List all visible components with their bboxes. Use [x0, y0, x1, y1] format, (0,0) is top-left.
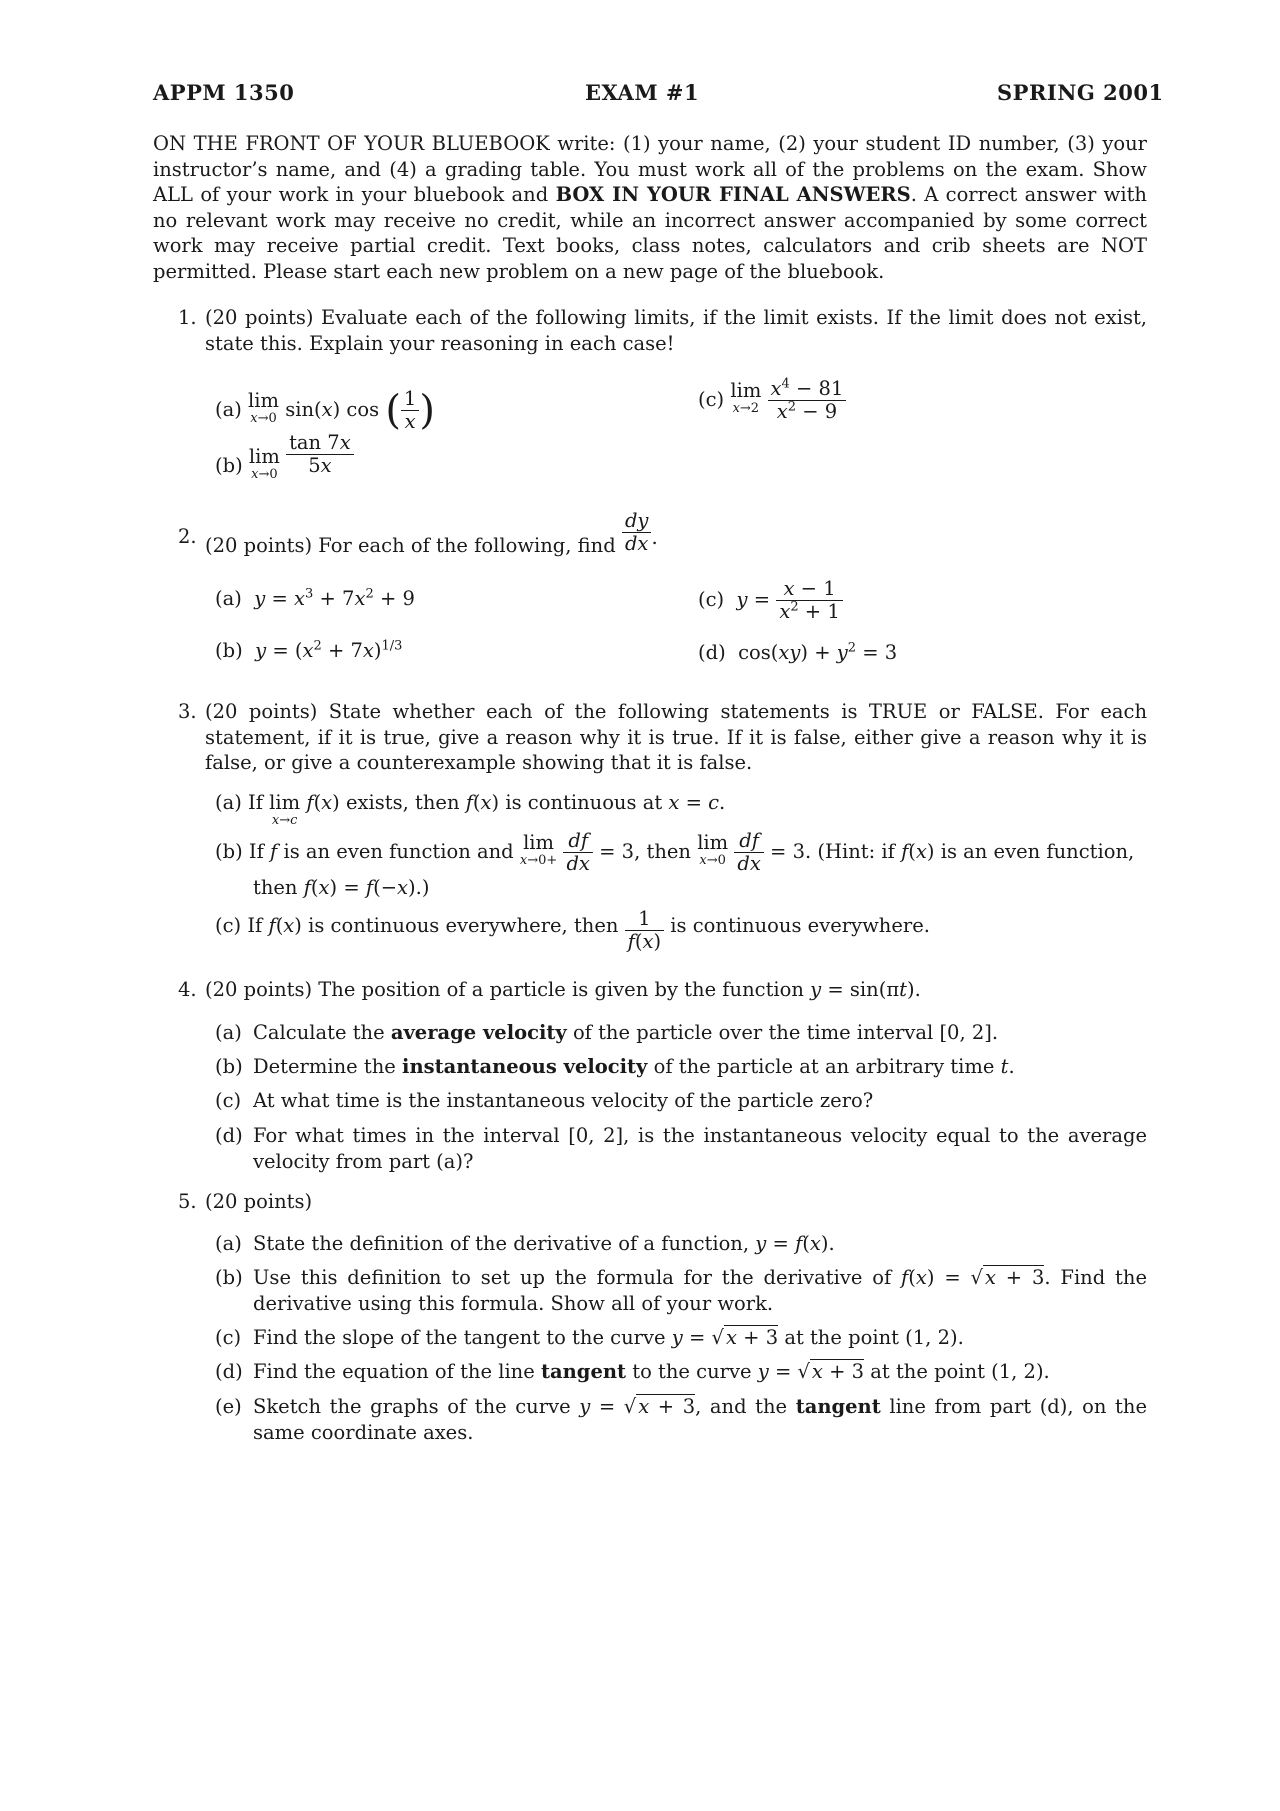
instructions-bold: BOX IN YOUR FINAL ANSWERS [555, 183, 911, 206]
problem-5e-pre: Sketch the graphs of the curve [253, 1395, 571, 1418]
problem-4c-label: (c) [215, 1089, 242, 1112]
problem-5d-post: at the point (1, 2). [870, 1360, 1050, 1383]
problem-2a-label: (a) [215, 587, 242, 610]
problem-3b-label: (b) [215, 840, 243, 863]
problem-5-number: 5. [178, 1190, 197, 1213]
problem-1b-label: (b) [215, 454, 243, 477]
problem-2c-label: (c) [698, 588, 725, 611]
problem-3a: (a) If lim x→c f(x) exists, then f(x) is continuous at x = c. [215, 791, 726, 828]
problem-3a-text-2: is continuous at [505, 791, 663, 814]
problem-5e-bold: tangent [795, 1395, 881, 1418]
problem-5d: Find the equation of the line tangent to the curve y = √ x + 3 at the point (1, 2). [253, 1360, 1050, 1383]
problem-3c-label: (c) [215, 914, 242, 937]
problem-5b-pre: Use this definition to set up the formula for the derivative of [253, 1266, 892, 1289]
problem-4d: For what times in the interval [0, 2], is the instantaneous velocity equal to the average velocity from part (a)? [253, 1124, 1147, 1173]
problem-5-text: (20 points) [205, 1190, 313, 1213]
problem-3c-text-2: is continuous everywhere, then [308, 914, 619, 937]
problem-1a: (a) lim x→0 sin(x) cos ( $\frac{1}{x}$ ) [215, 387, 435, 434]
problem-5d-bold: tangent [540, 1360, 627, 1383]
problem-3b: (b) If f is an even function and lim x→0+ $\frac{df}{dx}$ = 3, then lim x→0 $\frac{df}{dx}$ = 3. (Hint: if f(x) is an even function, [215, 829, 1135, 875]
problem-4a-pre: Calculate the [253, 1021, 385, 1044]
problem-1b: (b) lim x→0 $\frac{\tan 7x}{5x}$ [215, 432, 354, 477]
problem-3b-text-4: then [253, 876, 298, 899]
exam-title: EXAM #1 [585, 80, 700, 105]
problem-4a [253, 1020, 1147, 1046]
problem-5b: Use this definition to set up the formula for the derivative of f(x) = √ x + 3. Find the derivative using this formula. Show all of your work. [253, 1266, 1147, 1315]
problem-2-number: 2. [178, 525, 197, 548]
problem-1-number: 1. [178, 306, 197, 329]
problem-1c: (c) lim x→2 $\frac{x^4 - 81}{x^2 - 9}$ [698, 378, 846, 423]
problem-5e-post: line from part (d), on the same coordinate axes. [253, 1395, 1147, 1444]
problem-5a: State the definition of the derivative of a function, y = f(x). [253, 1232, 835, 1255]
problem-1a-label: (a) [215, 398, 242, 421]
problem-4b-label: (b) [215, 1055, 243, 1078]
problem-3a-text: exists, then [345, 791, 460, 814]
problem-5b-label: (b) [215, 1266, 243, 1289]
problem-4-number: 4. [178, 978, 197, 1001]
problem-5e-label: (e) [215, 1395, 242, 1418]
problem-3b-line2: then f(x) = f(−x).) [253, 876, 430, 899]
problem-1-text: (20 points) Evaluate each of the following limits, if the limit exists. If the limit does not exist, state this. Explain your reasoning in each case! [205, 306, 1147, 355]
problem-3c-text-1: If [247, 914, 263, 937]
problem-2d-label: (d) [698, 641, 726, 664]
instructions-text-1: ON THE FRONT OF YOUR BLUEBOOK write: (1) your name, (2) your student ID number, (3) your instructor’s name, and (4) a grading table. You must work all of the problems on the exam. Show ALL of your work in your bluebook and [153, 132, 1147, 206]
instructions-text-2: . A correct answer with no relevant work may receive no credit, while an incorrect answer accompanied by some correct work may receive partial credit. Text books, class notes, calculators and crib sheets are NOT permitted. Please start each new problem on a new page of the bluebook. [153, 183, 1147, 283]
problem-4d-label: (d) [215, 1124, 243, 1147]
problem-3a-label: (a) [215, 791, 242, 814]
problem-4-text: (20 points) The position of a particle is given by the function [205, 978, 804, 1001]
problem-1c-label: (c) [698, 388, 725, 411]
problem-2b: (b) $y = (x^2 + 7x)^{1/3}$ [215, 638, 403, 662]
problem-2c: (c) y = $\frac{x - 1}{x^2 + 1}$ [698, 578, 843, 623]
problem-3b-text-2: is an even function and [283, 840, 514, 863]
lim-operator: lim x→2 [730, 379, 762, 416]
instructions-paragraph [153, 131, 1147, 284]
problem-3-number: 3. [178, 700, 197, 723]
problem-3b-hint: = 3. (Hint: if [770, 840, 895, 863]
problem-2a: (a) $y = x^3 + 7x^2 + 9$ [215, 586, 415, 610]
problem-5c-label: (c) [215, 1326, 242, 1349]
problem-5b-post: . Find the derivative using this formula. Show all of your work. [253, 1266, 1147, 1315]
problem-4a-post: of the particle over the time interval [0, 2]. [572, 1021, 999, 1044]
problem-5d-mid: to the curve [632, 1360, 752, 1383]
problem-3b-text-3: = 3, then [599, 840, 691, 863]
lim-operator: lim x→c [269, 791, 301, 828]
problem-4c: At what time is the instantaneous velocity of the particle zero? [253, 1089, 874, 1112]
problem-3b-hint-2: is an even function, [940, 840, 1135, 863]
problem-4b-bold: instantaneous velocity [402, 1055, 648, 1078]
problem-3b-text-1: If [248, 840, 264, 863]
problem-5e: Sketch the graphs of the curve y = √ x + 3, and the tangent line from part (d), on the same coordinate axes. [253, 1395, 1147, 1444]
problem-5a-text: State the definition of the derivative of a function, [253, 1232, 750, 1255]
problem-3c-text-3: is continuous everywhere. [670, 914, 930, 937]
problem-5c-post: at the point (1, 2). [784, 1326, 964, 1349]
problem-3c: (c) If f(x) is continuous everywhere, then $\frac{1}{f(x)}$ is continuous everywhere. [215, 907, 930, 953]
problem-2-text-row: (20 points) For each of the following, find $\frac{dy}{dx}$ . [205, 509, 658, 557]
problem-4-text-row: (20 points) The position of a particle is given by the function y = sin(πt). [205, 978, 921, 1001]
problem-3-text: (20 points) State whether each of the following statements is TRUE or FALSE. For each statement, if it is true, give a reason why it is true. If it is false, either give a reason why it is false, or give a counterexample showing that it is false. [205, 700, 1147, 774]
problem-5a-label: (a) [215, 1232, 242, 1255]
course-code: APPM 1350 [153, 80, 295, 105]
problem-4b-post: of the particle at an arbitrary time [653, 1055, 995, 1078]
problem-4a-label: (a) [215, 1021, 242, 1044]
problem-5c: Find the slope of the tangent to the curve y = √ x + 3 at the point (1, 2). [253, 1326, 964, 1349]
lim-operator: lim x→0 [248, 389, 280, 426]
lim-operator: lim x→0+ [519, 831, 558, 868]
problem-2b-label: (b) [215, 639, 243, 662]
problem-5d-label: (d) [215, 1360, 243, 1383]
problem-4b: Determine the instantaneous velocity of the particle at an arbitrary time t. [253, 1055, 1015, 1078]
problem-5e-mid: , and the [695, 1395, 788, 1418]
problem-4a-bold: average velocity [390, 1021, 567, 1044]
problem-5c-pre: Find the slope of the tangent to the curve [253, 1326, 666, 1349]
problem-2-text: (20 points) For each of the following, find [205, 534, 616, 557]
exam-term: SPRING 2001 [997, 80, 1164, 105]
problem-4b-pre: Determine the [253, 1055, 396, 1078]
lim-operator: lim x→0 [697, 831, 729, 868]
problem-5d-pre: Find the equation of the line [253, 1360, 535, 1383]
lim-operator: lim x→0 [248, 445, 280, 482]
problem-2d: (d) $\cos(xy) + y^2 = 3$ [698, 640, 898, 664]
